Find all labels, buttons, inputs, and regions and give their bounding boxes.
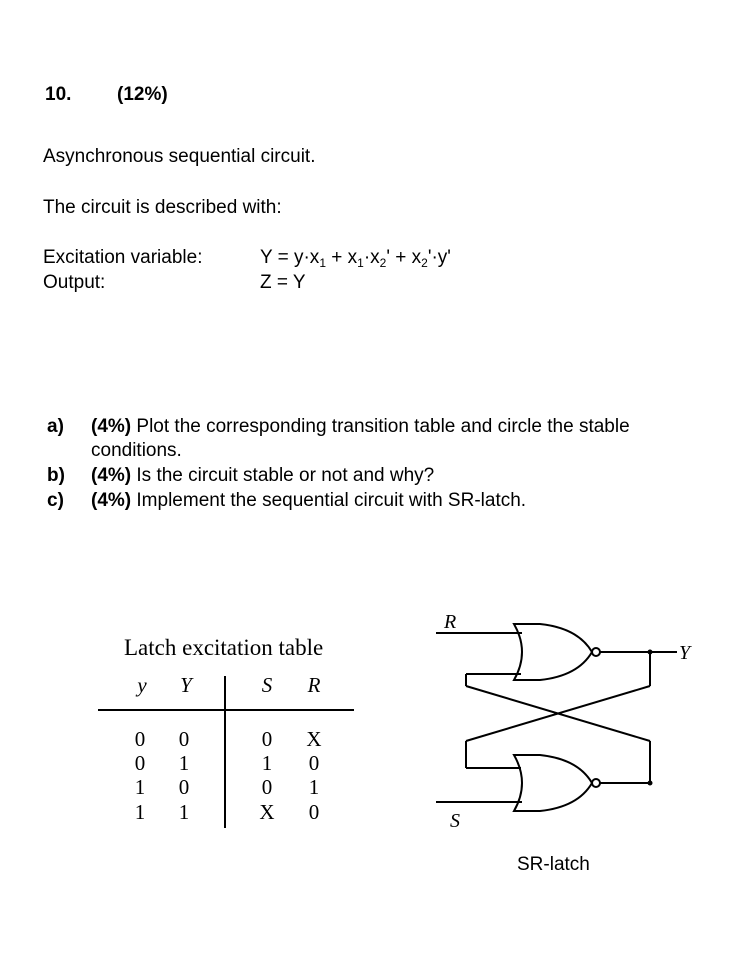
table-cell: 0: [308, 751, 320, 775]
top-nor-gate: [514, 624, 592, 680]
label-y: Y: [679, 642, 691, 664]
table-cell: 0: [134, 751, 146, 775]
label-s: S: [450, 810, 460, 832]
table-cell: 1: [178, 751, 190, 775]
eq-part: '·y': [427, 247, 451, 268]
table-cell: X: [259, 800, 275, 824]
eq-part: ' + x: [386, 247, 422, 268]
table-cell: 0: [178, 727, 190, 751]
table-cell: 0: [178, 775, 190, 799]
junction-dot: [648, 781, 653, 786]
task-pct: (4%): [91, 465, 132, 486]
table-cell: 0: [308, 800, 320, 824]
latch-table-title: Latch excitation table: [124, 635, 324, 660]
question-weight: (12%): [117, 84, 168, 105]
output-label: Output:: [43, 272, 106, 293]
sr-latch-caption: SR-latch: [517, 854, 590, 875]
eq-subscript: 1: [357, 256, 364, 270]
label-r: R: [444, 611, 457, 633]
table-cell: 1: [308, 775, 320, 799]
task-text: Implement the sequential circuit with SR-latch.: [131, 490, 527, 511]
task-label: b): [47, 465, 65, 486]
header-y: y: [137, 673, 147, 697]
task-label: a): [47, 416, 64, 437]
table-cell: 0: [261, 727, 273, 751]
table-cell: 1: [134, 800, 146, 824]
eq-part: Y = y·x: [260, 247, 320, 268]
task-label: c): [47, 490, 64, 511]
task-text: Is the circuit stable or not and why?: [131, 465, 435, 486]
task-a-continued: conditions.: [91, 440, 182, 461]
excitation-label: Excitation variable:: [43, 247, 203, 268]
eq-subscript: 2: [379, 256, 387, 270]
question-number: 10.: [45, 84, 72, 105]
table-cell: 1: [134, 775, 146, 799]
task-text: Plot the corresponding transition table and circle the stable: [131, 416, 630, 437]
output-equation: Z = Y: [260, 272, 306, 293]
table-cell: 1: [261, 751, 273, 775]
bottom-nor-gate: [514, 755, 592, 811]
table-cell: 1: [178, 800, 190, 824]
top-nor-bubble: [592, 648, 600, 656]
eq-part: + x: [326, 247, 358, 268]
task-pct: (4%): [91, 490, 132, 511]
header-R: R: [307, 673, 321, 697]
table-cell: 0: [134, 727, 146, 751]
intro-described: The circuit is described with:: [43, 197, 282, 218]
junction-dot: [648, 650, 653, 655]
header-Y: Y: [180, 673, 192, 697]
eq-part: ·x: [363, 247, 380, 268]
table-cell: X: [306, 727, 322, 751]
header-S: S: [261, 673, 273, 697]
eq-subscript: 2: [421, 256, 428, 270]
task-pct: (4%): [91, 416, 132, 437]
table-cell: 0: [261, 775, 273, 799]
bottom-nor-bubble: [592, 779, 600, 787]
intro-title: Asynchronous sequential circuit.: [43, 146, 316, 167]
eq-subscript: 1: [319, 256, 326, 270]
